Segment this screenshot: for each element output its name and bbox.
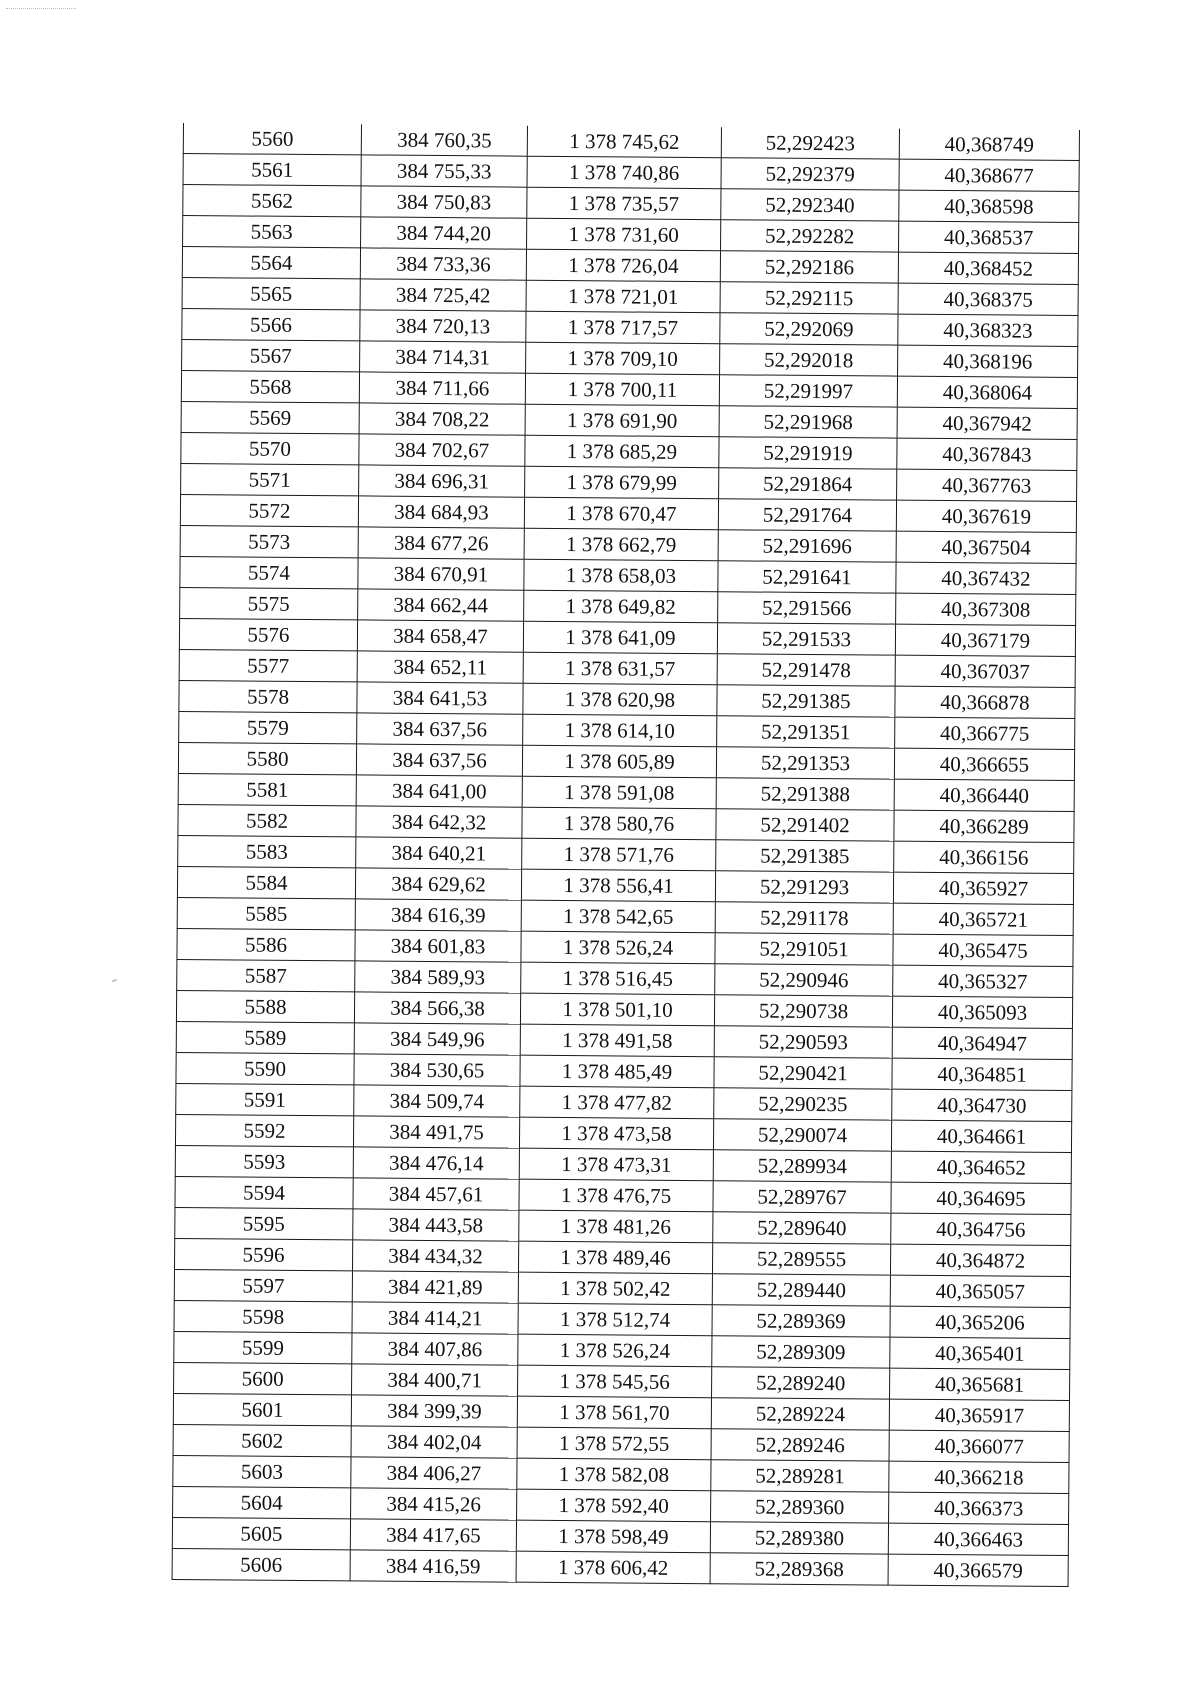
latitude-cell: 52,291764 [718, 499, 896, 531]
point-number-cell: 5576 [179, 618, 357, 650]
longitude-cell: 40,366156 [894, 841, 1074, 873]
x-coordinate-cell: 384 637,56 [356, 744, 522, 776]
point-number-cell: 5584 [177, 866, 355, 898]
latitude-cell: 52,291696 [718, 530, 896, 562]
latitude-cell: 52,291919 [719, 437, 897, 469]
point-number-cell: 5566 [182, 308, 360, 340]
point-number-cell: 5567 [182, 339, 360, 371]
latitude-cell: 52,291533 [717, 623, 895, 655]
point-number-cell: 5575 [180, 587, 358, 619]
table-row [172, 1548, 1068, 1586]
x-coordinate-cell: 384 720,13 [360, 310, 526, 342]
x-coordinate-cell: 384 566,38 [354, 992, 520, 1024]
y-coordinate-cell: 1 378 740,86 [527, 156, 721, 189]
scan-header-mark [6, 8, 76, 11]
coordinate-table [172, 123, 1080, 1587]
point-number-cell: 5563 [183, 216, 361, 248]
point-number-cell: 5604 [173, 1486, 351, 1518]
x-coordinate-cell: 384 407,86 [352, 1333, 518, 1365]
y-coordinate-cell: 1 378 481,26 [519, 1210, 713, 1243]
x-coordinate-cell: 384 476,14 [353, 1147, 519, 1179]
latitude-cell: 52,291293 [715, 871, 893, 903]
y-coordinate-cell: 1 378 721,01 [526, 280, 720, 313]
latitude-cell: 52,291178 [715, 902, 893, 934]
longitude-cell: 40,367763 [897, 469, 1077, 501]
latitude-cell: 52,289309 [712, 1336, 890, 1368]
y-coordinate-cell: 1 378 592,40 [517, 1489, 711, 1522]
latitude-cell: 52,292282 [721, 220, 899, 252]
latitude-cell: 52,292423 [721, 127, 899, 159]
x-coordinate-cell: 384 406,27 [351, 1457, 517, 1489]
longitude-cell: 40,365681 [889, 1368, 1069, 1400]
point-number-cell: 5588 [176, 990, 354, 1022]
y-coordinate-cell: 1 378 556,41 [521, 869, 715, 902]
latitude-cell: 52,289934 [713, 1150, 891, 1182]
latitude-cell: 52,289246 [711, 1429, 889, 1461]
x-coordinate-cell: 384 601,83 [355, 930, 521, 962]
latitude-cell: 52,290074 [713, 1119, 891, 1151]
y-coordinate-cell: 1 378 717,57 [526, 311, 720, 344]
longitude-cell: 40,364756 [891, 1213, 1071, 1245]
longitude-cell: 40,365917 [889, 1399, 1069, 1431]
y-coordinate-cell: 1 378 545,56 [518, 1365, 712, 1398]
longitude-cell: 40,364851 [892, 1058, 1072, 1090]
latitude-cell: 52,291641 [718, 561, 896, 593]
x-coordinate-cell: 384 652,11 [357, 651, 523, 683]
longitude-cell: 40,366077 [889, 1430, 1069, 1462]
x-coordinate-cell: 384 402,04 [351, 1426, 517, 1458]
point-number-cell: 5598 [174, 1300, 352, 1332]
point-number-cell: 5597 [174, 1269, 352, 1301]
point-number-cell: 5596 [174, 1238, 352, 1270]
longitude-cell: 40,368196 [898, 345, 1078, 377]
point-number-cell: 5605 [172, 1517, 350, 1549]
longitude-cell: 40,365057 [890, 1275, 1070, 1307]
x-coordinate-cell: 384 616,39 [355, 899, 521, 931]
longitude-cell: 40,368323 [898, 314, 1078, 346]
y-coordinate-cell: 1 378 485,49 [520, 1055, 714, 1088]
latitude-cell: 52,289555 [712, 1243, 890, 1275]
x-coordinate-cell: 384 677,26 [358, 527, 524, 559]
y-coordinate-cell: 1 378 641,09 [523, 621, 717, 654]
longitude-cell: 40,366878 [895, 686, 1075, 718]
x-coordinate-cell: 384 549,96 [354, 1023, 520, 1055]
y-coordinate-cell: 1 378 709,10 [526, 342, 720, 375]
longitude-cell: 40,364695 [891, 1182, 1071, 1214]
longitude-cell: 40,367432 [896, 562, 1076, 594]
point-number-cell: 5591 [176, 1083, 354, 1115]
coordinate-table-body [172, 123, 1079, 1586]
coordinate-table-container [172, 123, 1080, 1587]
x-coordinate-cell: 384 696,31 [359, 465, 525, 497]
y-coordinate-cell: 1 378 542,65 [521, 900, 715, 933]
latitude-cell: 52,292018 [720, 344, 898, 376]
y-coordinate-cell: 1 378 631,57 [523, 652, 717, 685]
x-coordinate-cell: 384 750,83 [361, 186, 527, 218]
y-coordinate-cell: 1 378 476,75 [519, 1179, 713, 1212]
point-number-cell: 5580 [178, 742, 356, 774]
y-coordinate-cell: 1 378 477,82 [520, 1086, 714, 1119]
latitude-cell: 52,292186 [720, 251, 898, 283]
point-number-cell: 5586 [177, 928, 355, 960]
latitude-cell: 52,292069 [720, 313, 898, 345]
x-coordinate-cell: 384 702,67 [359, 434, 525, 466]
x-coordinate-cell: 384 399,39 [351, 1395, 517, 1427]
x-coordinate-cell: 384 414,21 [352, 1302, 518, 1334]
y-coordinate-cell: 1 378 735,57 [527, 187, 721, 220]
point-number-cell: 5571 [181, 463, 359, 495]
point-number-cell: 5593 [175, 1145, 353, 1177]
point-number-cell: 5589 [176, 1021, 354, 1053]
x-coordinate-cell: 384 708,22 [359, 403, 525, 435]
longitude-cell: 40,368598 [899, 190, 1079, 222]
latitude-cell: 52,291864 [719, 468, 897, 500]
longitude-cell: 40,364872 [890, 1244, 1070, 1276]
longitude-cell: 40,367179 [895, 624, 1075, 656]
y-coordinate-cell: 1 378 598,49 [516, 1520, 710, 1553]
longitude-cell: 40,367308 [896, 593, 1076, 625]
point-number-cell: 5573 [180, 525, 358, 557]
y-coordinate-cell: 1 378 501,10 [520, 993, 714, 1026]
longitude-cell: 40,367619 [896, 500, 1076, 532]
latitude-cell: 52,291478 [717, 654, 895, 686]
x-coordinate-cell: 384 421,89 [352, 1271, 518, 1303]
latitude-cell: 52,291051 [715, 933, 893, 965]
point-number-cell: 5606 [172, 1548, 350, 1580]
x-coordinate-cell: 384 642,32 [356, 806, 522, 838]
x-coordinate-cell: 384 711,66 [359, 372, 525, 404]
latitude-cell: 52,289360 [711, 1491, 889, 1523]
y-coordinate-cell: 1 378 572,55 [517, 1427, 711, 1460]
point-number-cell: 5603 [173, 1455, 351, 1487]
y-coordinate-cell: 1 378 620,98 [523, 683, 717, 716]
y-coordinate-cell: 1 378 561,70 [517, 1396, 711, 1429]
y-coordinate-cell: 1 378 571,76 [522, 838, 716, 871]
longitude-cell: 40,364730 [892, 1089, 1072, 1121]
y-coordinate-cell: 1 378 582,08 [517, 1458, 711, 1491]
y-coordinate-cell: 1 378 700,11 [525, 373, 719, 406]
x-coordinate-cell: 384 457,61 [353, 1178, 519, 1210]
y-coordinate-cell: 1 378 606,42 [516, 1551, 710, 1584]
longitude-cell: 40,366655 [894, 748, 1074, 780]
latitude-cell: 52,289380 [710, 1522, 888, 1554]
point-number-cell: 5585 [177, 897, 355, 929]
y-coordinate-cell: 1 378 580,76 [522, 807, 716, 840]
latitude-cell: 52,289767 [713, 1181, 891, 1213]
point-number-cell: 5599 [174, 1331, 352, 1363]
point-number-cell: 5561 [183, 154, 361, 186]
latitude-cell: 52,290421 [714, 1057, 892, 1089]
x-coordinate-cell: 384 417,65 [350, 1519, 516, 1551]
y-coordinate-cell: 1 378 745,62 [527, 126, 721, 158]
latitude-cell: 52,289369 [712, 1305, 890, 1337]
point-number-cell: 5579 [179, 711, 357, 743]
x-coordinate-cell: 384 684,93 [358, 496, 524, 528]
point-number-cell: 5578 [179, 680, 357, 712]
x-coordinate-cell: 384 400,71 [352, 1364, 518, 1396]
y-coordinate-cell: 1 378 473,31 [519, 1148, 713, 1181]
point-number-cell: 5564 [182, 247, 360, 279]
latitude-cell: 52,291351 [717, 716, 895, 748]
point-number-cell: 5594 [175, 1176, 353, 1208]
latitude-cell: 52,292340 [721, 189, 899, 221]
y-coordinate-cell: 1 378 516,45 [521, 962, 715, 995]
y-coordinate-cell: 1 378 731,60 [527, 218, 721, 251]
latitude-cell: 52,290593 [714, 1026, 892, 1058]
longitude-cell: 40,364652 [891, 1151, 1071, 1183]
latitude-cell: 52,289240 [712, 1367, 890, 1399]
y-coordinate-cell: 1 378 685,29 [525, 435, 719, 468]
latitude-cell: 52,290946 [715, 964, 893, 996]
x-coordinate-cell: 384 491,75 [353, 1116, 519, 1148]
x-coordinate-cell: 384 755,33 [361, 155, 527, 187]
x-coordinate-cell: 384 443,58 [353, 1209, 519, 1241]
point-number-cell: 5577 [179, 649, 357, 681]
y-coordinate-cell: 1 378 512,74 [518, 1303, 712, 1336]
y-coordinate-cell: 1 378 649,82 [524, 590, 718, 623]
y-coordinate-cell: 1 378 526,24 [518, 1334, 712, 1367]
latitude-cell: 52,291388 [716, 778, 894, 810]
x-coordinate-cell: 384 416,59 [350, 1550, 516, 1582]
x-coordinate-cell: 384 589,93 [355, 961, 521, 993]
longitude-cell: 40,365927 [893, 872, 1073, 904]
y-coordinate-cell: 1 378 691,90 [525, 404, 719, 437]
y-coordinate-cell: 1 378 526,24 [521, 931, 715, 964]
longitude-cell: 40,365206 [890, 1306, 1070, 1338]
y-coordinate-cell: 1 378 491,58 [520, 1024, 714, 1057]
latitude-cell: 52,289640 [713, 1212, 891, 1244]
x-coordinate-cell: 384 641,53 [357, 682, 523, 714]
x-coordinate-cell: 384 725,42 [360, 279, 526, 311]
latitude-cell: 52,292379 [721, 158, 899, 190]
point-number-cell: 5582 [178, 804, 356, 836]
y-coordinate-cell: 1 378 489,46 [518, 1241, 712, 1274]
longitude-cell: 40,367843 [897, 438, 1077, 470]
latitude-cell: 52,290235 [714, 1088, 892, 1120]
longitude-cell: 40,366373 [889, 1492, 1069, 1524]
point-number-cell: 5581 [178, 773, 356, 805]
y-coordinate-cell: 1 378 605,89 [522, 745, 716, 778]
point-number-cell: 5569 [181, 401, 359, 433]
latitude-cell: 52,291968 [719, 406, 897, 438]
x-coordinate-cell: 384 670,91 [358, 558, 524, 590]
latitude-cell: 52,291385 [716, 840, 894, 872]
point-number-cell: 5560 [183, 123, 361, 155]
longitude-cell: 40,366579 [888, 1554, 1068, 1586]
point-number-cell: 5565 [182, 277, 360, 309]
point-number-cell: 5562 [183, 185, 361, 217]
latitude-cell: 52,291385 [717, 685, 895, 717]
point-number-cell: 5601 [173, 1393, 351, 1425]
point-number-cell: 5568 [181, 370, 359, 402]
point-number-cell: 5583 [178, 835, 356, 867]
longitude-cell: 40,368749 [899, 129, 1079, 161]
x-coordinate-cell: 384 530,65 [354, 1054, 520, 1086]
y-coordinate-cell: 1 378 726,04 [526, 249, 720, 282]
longitude-cell: 40,364947 [892, 1027, 1072, 1059]
point-number-cell: 5595 [175, 1207, 353, 1239]
point-number-cell: 5572 [180, 494, 358, 526]
longitude-cell: 40,366289 [894, 810, 1074, 842]
longitude-cell: 40,368537 [899, 221, 1079, 253]
point-number-cell: 5602 [173, 1424, 351, 1456]
latitude-cell: 52,291997 [719, 375, 897, 407]
latitude-cell: 52,289368 [710, 1553, 888, 1585]
longitude-cell: 40,365093 [892, 996, 1072, 1028]
longitude-cell: 40,368064 [897, 376, 1077, 408]
y-coordinate-cell: 1 378 679,99 [525, 466, 719, 499]
point-number-cell: 5600 [174, 1362, 352, 1394]
x-coordinate-cell: 384 733,36 [360, 248, 526, 280]
point-number-cell: 5587 [177, 959, 355, 991]
y-coordinate-cell: 1 378 670,47 [524, 497, 718, 530]
y-coordinate-cell: 1 378 658,03 [524, 559, 718, 592]
latitude-cell: 52,289224 [711, 1398, 889, 1430]
x-coordinate-cell: 384 658,47 [357, 620, 523, 652]
latitude-cell: 52,292115 [720, 282, 898, 314]
longitude-cell: 40,366463 [888, 1523, 1068, 1555]
longitude-cell: 40,367504 [896, 531, 1076, 563]
point-number-cell: 5592 [175, 1114, 353, 1146]
x-coordinate-cell: 384 415,26 [351, 1488, 517, 1520]
scan-artifact [112, 979, 117, 982]
longitude-cell: 40,368452 [898, 252, 1078, 284]
longitude-cell: 40,367037 [895, 655, 1075, 687]
x-coordinate-cell: 384 744,20 [361, 217, 527, 249]
point-number-cell: 5590 [176, 1052, 354, 1084]
point-number-cell: 5574 [180, 556, 358, 588]
latitude-cell: 52,291566 [718, 592, 896, 624]
longitude-cell: 40,366440 [894, 779, 1074, 811]
longitude-cell: 40,368677 [899, 159, 1079, 191]
y-coordinate-cell: 1 378 614,10 [523, 714, 717, 747]
x-coordinate-cell: 384 641,00 [356, 775, 522, 807]
y-coordinate-cell: 1 378 502,42 [518, 1272, 712, 1305]
x-coordinate-cell: 384 509,74 [354, 1085, 520, 1117]
longitude-cell: 40,367942 [897, 407, 1077, 439]
latitude-cell: 52,289440 [712, 1274, 890, 1306]
longitude-cell: 40,365327 [893, 965, 1073, 997]
latitude-cell: 52,291353 [716, 747, 894, 779]
x-coordinate-cell: 384 637,56 [357, 713, 523, 745]
longitude-cell: 40,365475 [893, 934, 1073, 966]
point-number-cell: 5570 [181, 432, 359, 464]
longitude-cell: 40,368375 [898, 283, 1078, 315]
latitude-cell: 52,289281 [711, 1460, 889, 1492]
x-coordinate-cell: 384 760,35 [361, 124, 527, 156]
latitude-cell: 52,291402 [716, 809, 894, 841]
y-coordinate-cell: 1 378 473,58 [519, 1117, 713, 1150]
y-coordinate-cell: 1 378 591,08 [522, 776, 716, 809]
longitude-cell: 40,364661 [891, 1120, 1071, 1152]
longitude-cell: 40,366218 [889, 1461, 1069, 1493]
x-coordinate-cell: 384 629,62 [355, 868, 521, 900]
x-coordinate-cell: 384 434,32 [352, 1240, 518, 1272]
y-coordinate-cell: 1 378 662,79 [524, 528, 718, 561]
x-coordinate-cell: 384 662,44 [358, 589, 524, 621]
longitude-cell: 40,366775 [895, 717, 1075, 749]
longitude-cell: 40,365401 [890, 1337, 1070, 1369]
longitude-cell: 40,365721 [893, 903, 1073, 935]
x-coordinate-cell: 384 640,21 [356, 837, 522, 869]
latitude-cell: 52,290738 [714, 995, 892, 1027]
x-coordinate-cell: 384 714,31 [360, 341, 526, 373]
